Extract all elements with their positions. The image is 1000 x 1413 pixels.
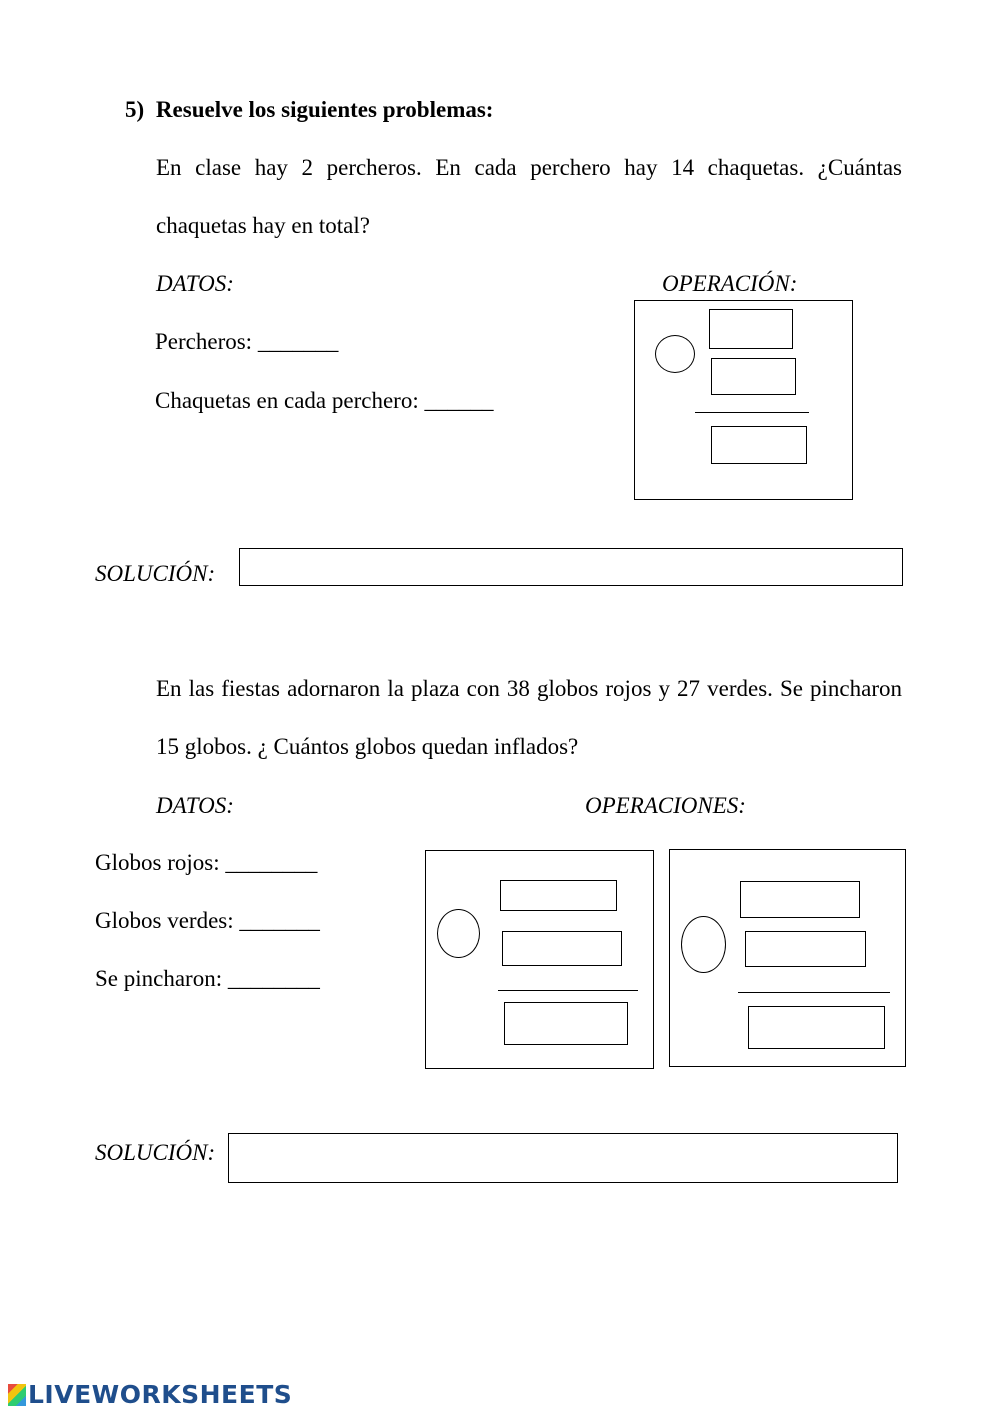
- problem2-operaciones-label: OPERACIONES:: [585, 793, 746, 818]
- operator-circle[interactable]: [655, 335, 695, 373]
- liveworksheets-logo-icon: [8, 1384, 26, 1406]
- operand-box-top[interactable]: [740, 881, 860, 918]
- operand-box-top[interactable]: [709, 309, 793, 349]
- problem2-datos-label: DATOS:: [156, 793, 234, 818]
- operation-box-3: [669, 849, 906, 1067]
- problem2-field-verdes: Globos verdes: _______: [95, 908, 320, 933]
- liveworksheets-brand: LIVEWORKSHEETS: [28, 1380, 293, 1409]
- result-box[interactable]: [711, 426, 807, 464]
- problem1-field-chaquetas: Chaquetas en cada perchero: ______: [155, 388, 494, 413]
- operation-box-1: [634, 300, 853, 500]
- problem1-datos-label: DATOS:: [156, 271, 234, 296]
- section-number: 5): [125, 97, 145, 122]
- operand-box-bottom[interactable]: [502, 931, 622, 966]
- sum-line: [695, 412, 809, 413]
- section-heading: [125, 96, 493, 124]
- result-box[interactable]: [504, 1002, 628, 1045]
- problem2-field-pincharon: Se pincharon: ________: [95, 966, 320, 991]
- operation-box-2: [425, 850, 654, 1069]
- problem2-field-rojos: Globos rojos: ________: [95, 850, 318, 875]
- operator-circle[interactable]: [437, 909, 480, 958]
- problem2-solucion-input[interactable]: [228, 1133, 898, 1183]
- problem2-solucion-label: SOLUCIÓN:: [95, 1140, 216, 1165]
- problem1-field-percheros: Percheros: _______: [155, 329, 339, 354]
- sum-line: [738, 992, 890, 993]
- operand-box-top[interactable]: [500, 880, 617, 911]
- problem1-solucion-label: SOLUCIÓN:: [95, 561, 216, 586]
- operand-box-bottom[interactable]: [711, 358, 796, 395]
- section-title: Resuelve los siguientes problemas:: [155, 97, 494, 122]
- problem2-text: En las fiestas adornaron la plaza con 38 globos rojos y 27 verdes. Se pincharon 15 globos. ¿ Cuántos globos quedan inflados?: [156, 676, 902, 759]
- operand-box-bottom[interactable]: [745, 931, 866, 967]
- problem1-solucion-input[interactable]: [239, 548, 903, 586]
- result-box[interactable]: [748, 1006, 885, 1049]
- problem1-text: En clase hay 2 percheros. En cada perchero hay 14 chaquetas. ¿Cuántas chaquetas hay en total?: [156, 155, 902, 238]
- liveworksheets-logo: [8, 1380, 292, 1409]
- sum-line: [498, 990, 638, 991]
- problem1-operacion-label: OPERACIÓN:: [662, 271, 798, 296]
- operator-circle[interactable]: [681, 916, 726, 973]
